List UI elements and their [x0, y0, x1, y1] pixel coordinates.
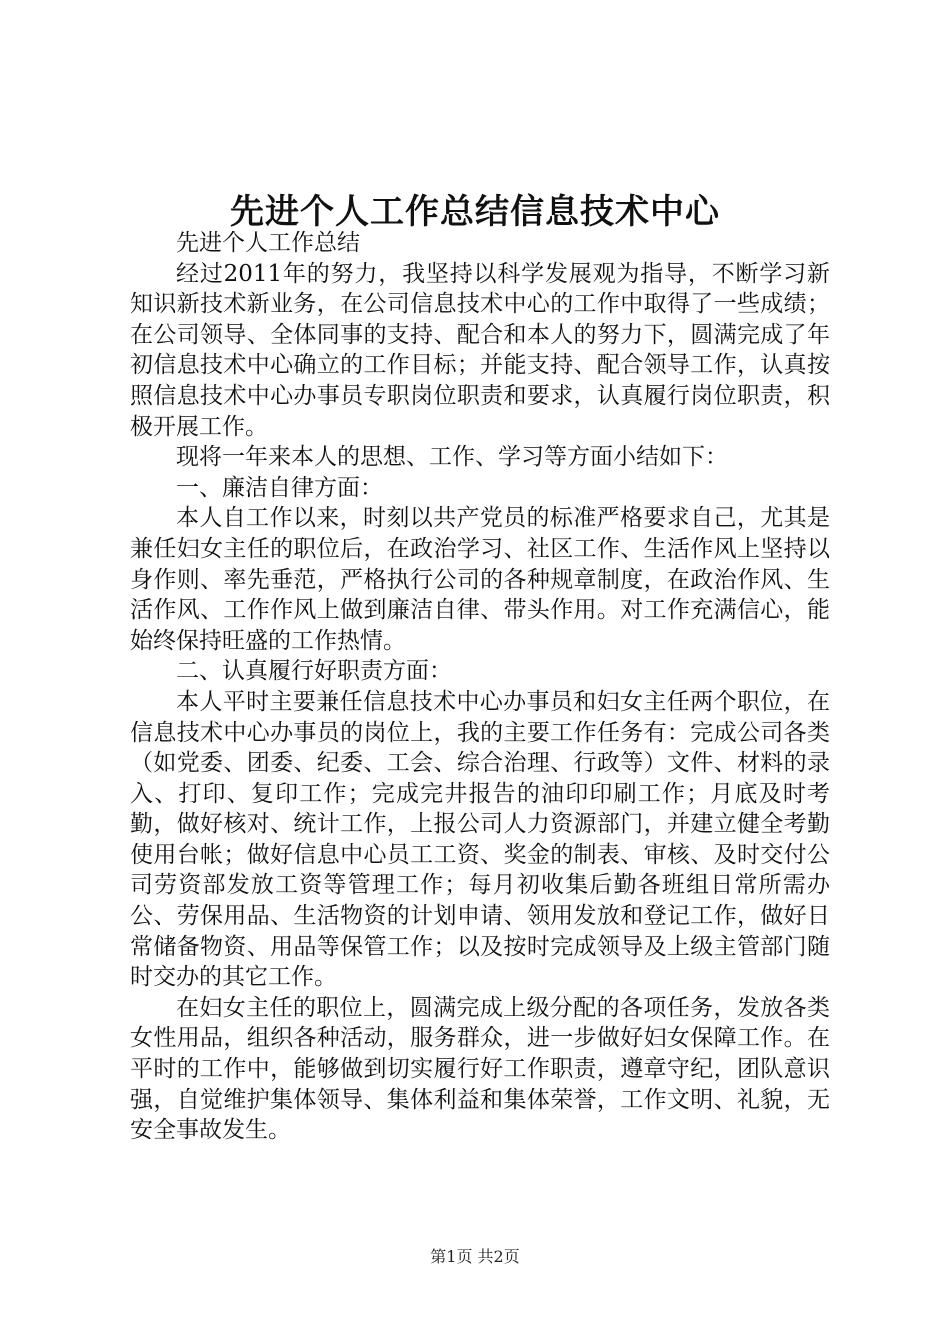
- document-body: [130, 228, 830, 1146]
- paragraph-summary-lead: 现将一年来本人的思想、工作、学习等方面小结如下：: [176, 444, 728, 471]
- document-title: 先进个人工作总结信息技术中心: [230, 192, 720, 232]
- paragraph-subtitle: 先进个人工作总结: [176, 230, 360, 256]
- paragraph-intro: 经过2011年的努力，我坚持以科学发展观为指导，不断学习新知识新技术新业务，在公司信息技术中心的工作中取得了一些成绩；在公司领导、全体同事的支持、配合和本人的努力下，圆满完成了年初信息技术中心确立的工作目标；并能支持、配合领导工作，认真按照信息技术中心办事员专职岗位职责和要求，认真履行岗位职责，积极开展工作。: [130, 260, 830, 440]
- page-indicator: 第1页 共2页: [430, 1247, 520, 1266]
- paragraph-duties: 本人平时主要兼任信息技术中心办事员和妇女主任两个职位，在信息技术中心办事员的岗位上，我的主要工作任务有：完成公司各类（如党委、团委、纪委、工会、综合治理、行政等）文件、材料的录入、打印、复印工作；完成完井报告的油印印刷工作；月底及时考勤，做好核对、统计工作，上报公司人力资源部门，并建立健全考勤使用台帐；做好信息中心员工工资、奖金的制表、审核、及时交付公司劳资部发放工资等管理工作；每月初收集后勤各班组日常所需办公、劳保用品、生活物资的计划申请、领用发放和登记工作，做好日常储备物资、用品等保管工作；以及按时完成领导及上级主管部门随时交办的其它工作。: [130, 688, 830, 991]
- page-footer: [0, 1244, 950, 1267]
- paragraph-integrity: 本人自工作以来，时刻以共产党员的标准严格要求自己，尤其是兼任妇女主任的职位后，在政治学习、社区工作、生活作风上坚持以身作则、率先垂范，严格执行公司的各种规章制度，在政治作风、生活作风、工作作风上做到廉洁自律、带头作用。对工作充满信心，能始终保持旺盛的工作热情。: [130, 505, 830, 654]
- section-heading-duties: 二、认真履行好职责方面：: [176, 658, 452, 685]
- section-heading-integrity: 一、廉洁自律方面：: [176, 474, 383, 501]
- paragraph-womens-director: 在妇女主任的职位上，圆满完成上级分配的各项任务，发放各类女性用品，组织各种活动，服务群众，进一步做好妇女保障工作。在平时的工作中，能够做到切实履行好工作职责，遵章守纪，团队意识强，自觉维护集体领导、集体利益和集体荣誉，工作文明、礼貌，无安全事故发生。: [130, 994, 830, 1144]
